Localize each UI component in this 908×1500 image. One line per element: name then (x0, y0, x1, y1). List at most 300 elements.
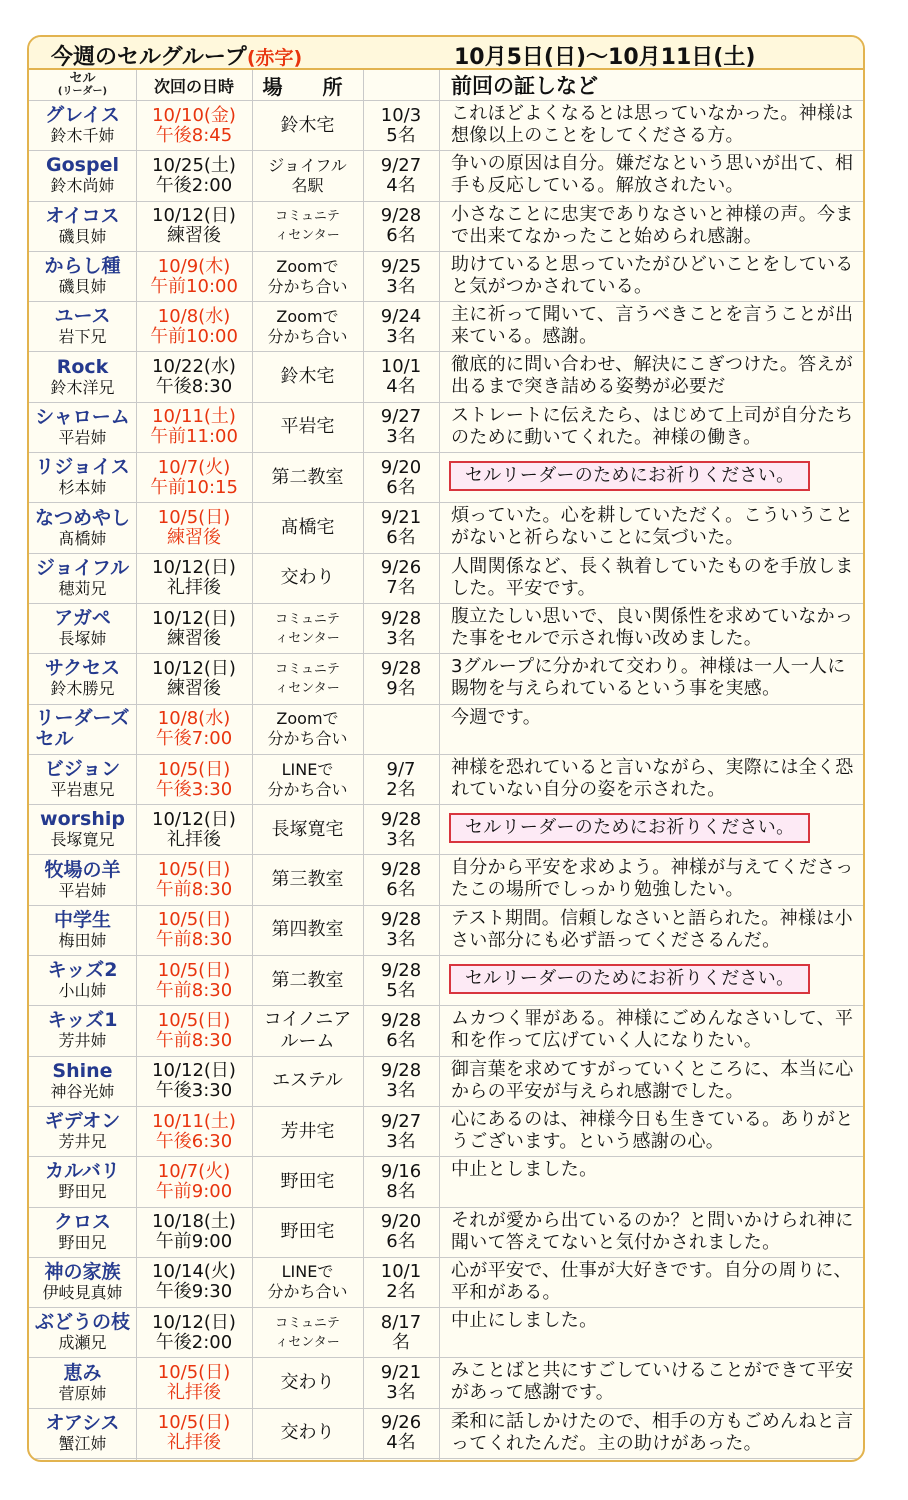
next-meeting-cell (136, 1006, 252, 1055)
next-meeting-cell (136, 1308, 252, 1357)
date-range: 10月5日(日)〜10月11日(土) (454, 45, 756, 70)
next-meeting-cell (136, 805, 252, 854)
group-leader: 磯貝姉 (58, 226, 107, 246)
table-row (29, 906, 863, 956)
next-meeting-date: 10/22(水) (152, 356, 236, 378)
title-red-note: (赤字) (246, 47, 303, 69)
group-cell (29, 1358, 136, 1407)
group-leader: 平岩姉 (58, 880, 107, 900)
next-meeting-date: 10/5(日) (157, 507, 231, 529)
next-meeting-cell (136, 755, 252, 804)
title-text: 今週のセルグループ (51, 45, 247, 70)
group-leader: 長塚姉 (58, 629, 107, 649)
place-cell (252, 554, 363, 603)
place-cell (252, 1006, 363, 1055)
meeting-place: 芳井宅 (280, 1120, 335, 1142)
next-meeting-time: 午後7:00 (155, 728, 233, 750)
meeting-place: 第四教室 (271, 919, 344, 941)
last-meeting-date: 10/1 (380, 356, 422, 378)
group-cell (29, 1258, 136, 1307)
group-leader: 平岩恵兄 (50, 780, 115, 799)
table-row (29, 403, 863, 453)
meeting-place: 交わり (280, 567, 335, 589)
attendance-cell (363, 352, 439, 401)
group-cell (29, 1308, 136, 1357)
next-meeting-cell (136, 654, 252, 703)
place-cell (252, 805, 363, 854)
last-meeting-date: 10/1 (380, 1261, 422, 1283)
next-meeting-cell (136, 101, 252, 150)
attendance-cell (363, 805, 439, 854)
testimony-cell (439, 302, 863, 351)
testimony-cell (439, 855, 863, 904)
next-meeting-cell (136, 705, 252, 754)
meeting-place: 交わり (280, 1372, 335, 1394)
group-cell (29, 554, 136, 603)
meeting-place: 第二教室 (271, 969, 344, 991)
next-meeting-time: 午前10:15 (150, 476, 238, 498)
table-row (29, 1258, 863, 1308)
table-row (29, 1358, 863, 1408)
next-meeting-date: 10/5(日) (157, 1412, 231, 1434)
meeting-place: 野田宅 (280, 1221, 335, 1243)
group-leader: 野田兄 (58, 1182, 107, 1202)
next-meeting-cell (136, 956, 252, 1005)
group-cell (29, 453, 136, 502)
group-name: ビジョン (44, 758, 121, 780)
table-row (29, 1006, 863, 1056)
attendance-cell (363, 956, 439, 1005)
next-meeting-cell (136, 855, 252, 904)
group-cell (29, 252, 136, 301)
meeting-place: Zoomで 分かち合い (267, 306, 348, 346)
table-row (29, 101, 863, 151)
last-attendance: 5名 (386, 124, 416, 146)
group-name: 中学生 (53, 908, 111, 931)
header-testimony: 前回の証しなど (451, 74, 598, 98)
last-attendance: 9名 (386, 677, 416, 699)
last-attendance: 3名 (386, 828, 416, 850)
last-attendance: 6名 (386, 527, 416, 549)
next-meeting-date: 10/25(土) (152, 154, 236, 176)
group-name: オアシス (45, 1411, 120, 1434)
testimony-cell (439, 1107, 863, 1156)
place-cell (252, 101, 363, 150)
testimony-text: 自分から平安を求めよう。神様が与えてくださったこの場所でしっかり勉強したい。 (451, 857, 854, 901)
last-meeting-date: 8/17 (380, 1311, 422, 1333)
group-name: キッズ1 (47, 1009, 118, 1032)
last-meeting-date: 10/3 (380, 104, 422, 126)
table-row (29, 1107, 863, 1157)
testimony-cell (439, 1006, 863, 1055)
attendance-cell (363, 151, 439, 200)
next-meeting-cell (136, 1107, 252, 1156)
testimony-cell (439, 1057, 863, 1106)
testimony-cell (439, 252, 863, 301)
next-meeting-date: 10/5(日) (157, 1009, 231, 1031)
last-attendance: 2名 (386, 778, 416, 800)
meeting-place: コミュニテ ィセンター (275, 1315, 340, 1350)
meeting-place: 第三教室 (271, 869, 344, 891)
table-row (29, 1308, 863, 1358)
testimony-cell (439, 453, 863, 502)
next-meeting-cell (136, 1157, 252, 1206)
next-meeting-cell (136, 1358, 252, 1407)
next-meeting-date: 10/12(日) (152, 1060, 236, 1082)
last-attendance: 3名 (386, 627, 416, 649)
testimony-cell (439, 403, 863, 452)
attendance-cell (363, 1409, 439, 1458)
group-leader: 蟹江姉 (58, 1433, 107, 1453)
next-meeting-cell (136, 1057, 252, 1106)
attendance-cell (363, 1258, 439, 1307)
table-row (29, 1208, 863, 1258)
table-row (29, 252, 863, 302)
next-meeting-date: 10/5(日) (157, 909, 231, 931)
group-leader: 鈴木洋兄 (50, 377, 115, 397)
meeting-place: Zoomで 分かち合い (267, 256, 348, 296)
next-meeting-cell (136, 151, 252, 200)
place-cell (252, 906, 363, 955)
last-meeting-date: 9/20 (380, 1211, 422, 1233)
header-cell (29, 70, 136, 100)
testimony-text: みことばと共にすごしていけることができて平安があって感謝です。 (451, 1360, 854, 1404)
group-cell (29, 855, 136, 904)
next-meeting-date: 10/11(土) (152, 1110, 236, 1132)
last-attendance: 3名 (386, 1080, 416, 1102)
place-cell (252, 1057, 363, 1106)
group-leader: 岩下兄 (58, 327, 107, 347)
group-name: アガペ (54, 607, 111, 630)
next-meeting-date: 10/5(日) (157, 1362, 231, 1384)
group-leader: 菅原姉 (58, 1383, 107, 1403)
group-cell (29, 604, 136, 653)
testimony-cell (439, 654, 863, 703)
table-row (29, 554, 863, 604)
testimony-text: 争いの原因は自分。嫌だなという思いが出て、相手も反応している。解放されたい。 (451, 153, 854, 197)
next-meeting-date: 10/14(火) (152, 1261, 236, 1283)
attendance-cell (363, 453, 439, 502)
meeting-place: コミュニテ ィセンター (275, 209, 340, 244)
group-leader: 伊岐見真姉 (42, 1282, 123, 1302)
testimony-text: 腹立たしい思いで、良い関係性を求めていなかった事をセルで示され悔い改めました。 (451, 605, 854, 649)
group-leader: 磯貝姉 (58, 277, 107, 297)
attendance-cell (363, 101, 439, 150)
next-meeting-date: 10/12(日) (152, 657, 236, 679)
group-cell (29, 705, 136, 754)
meeting-place: ジョイフル 名駅 (268, 155, 347, 195)
next-meeting-date: 10/5(日) (157, 859, 231, 881)
testimony-cell (439, 503, 863, 552)
table-row (29, 302, 863, 352)
last-meeting-date: 9/28 (380, 1060, 422, 1082)
next-meeting-time: 午前9:00 (155, 1231, 233, 1253)
place-cell (252, 855, 363, 904)
testimony-cell (439, 1157, 863, 1206)
testimony-text: 主に祈って聞いて、言うべきことを言うことが出来ている。感謝。 (451, 304, 854, 348)
last-attendance: 3名 (386, 1382, 416, 1404)
next-meeting-date: 10/7(火) (157, 1160, 231, 1182)
group-leader: 穂苅兄 (58, 578, 107, 598)
last-attendance: 8名 (386, 1180, 416, 1202)
table-row (29, 202, 863, 252)
next-meeting-time: 練習後 (167, 527, 221, 549)
last-meeting-date: 9/25 (380, 255, 422, 277)
group-name: Gospel (46, 154, 119, 177)
testimony-cell (439, 1409, 863, 1458)
testimony-text: ストレートに伝えたら、はじめて上司が自分たちのために動いてくれた。神様の働き。 (451, 404, 854, 448)
meeting-place: コミュニテ ィセンター (275, 661, 340, 696)
last-meeting-date: 9/7 (386, 758, 416, 780)
last-meeting-date: 9/21 (380, 1362, 422, 1384)
next-meeting-time: 午後3:30 (155, 1080, 233, 1102)
next-meeting-date: 10/18(土) (152, 1211, 236, 1233)
group-cell (29, 202, 136, 251)
last-attendance: 3名 (386, 929, 416, 951)
header-row (29, 70, 863, 101)
table-row (29, 705, 863, 755)
last-meeting-date: 9/16 (380, 1160, 422, 1182)
group-cell (29, 805, 136, 854)
group-name: クロス (53, 1210, 111, 1233)
title-row (29, 37, 863, 70)
testimony-cell (439, 705, 863, 754)
place-cell (252, 352, 363, 401)
meeting-place: 野田宅 (280, 1170, 335, 1192)
header-next-date: 次回の日時 (153, 76, 234, 96)
group-leader: 鈴木勝兄 (50, 679, 115, 699)
place-cell (252, 755, 363, 804)
group-cell (29, 1057, 136, 1106)
next-meeting-time: 練習後 (167, 627, 221, 649)
last-attendance: 6名 (386, 879, 416, 901)
next-meeting-time: 練習後 (167, 677, 221, 699)
attendance-cell (363, 554, 439, 603)
group-cell (29, 403, 136, 452)
attendance-cell (363, 705, 439, 754)
next-meeting-cell (136, 604, 252, 653)
attendance-cell (363, 654, 439, 703)
testimony-text: 心にあるのは、神様今日も生きている。ありがとうございます。という感謝の心。 (451, 1108, 854, 1152)
group-cell (29, 1208, 136, 1257)
table-row (29, 1157, 863, 1207)
group-name: オイコス (45, 204, 120, 227)
next-meeting-time: 午前8:30 (155, 879, 233, 901)
next-meeting-time: 午後3:30 (155, 778, 233, 800)
header-leader-label: (リーダー) (57, 86, 108, 97)
meeting-place: 平岩宅 (280, 416, 335, 438)
place-cell (252, 151, 363, 200)
table-row (29, 1409, 863, 1459)
next-meeting-time: 午後6:30 (155, 1130, 233, 1152)
next-meeting-date: 10/12(日) (152, 557, 236, 579)
group-leader: 髙橋姉 (58, 528, 107, 548)
group-name: Shine (52, 1059, 113, 1082)
meeting-place: コイノニア ルーム (263, 1008, 352, 1052)
next-meeting-cell (136, 302, 252, 351)
attendance-cell (363, 503, 439, 552)
group-name: リジョイス (35, 456, 130, 479)
attendance-cell (363, 302, 439, 351)
next-meeting-date: 10/5(日) (157, 758, 231, 780)
testimony-cell (439, 755, 863, 804)
place-cell (252, 302, 363, 351)
last-attendance: 3名 (386, 275, 416, 297)
next-meeting-cell (136, 403, 252, 452)
group-leader: 小山姉 (58, 981, 107, 1001)
place-cell (252, 1208, 363, 1257)
next-meeting-cell (136, 906, 252, 955)
last-attendance: 名 (392, 1331, 410, 1353)
table-row (29, 805, 863, 855)
attendance-cell (363, 1208, 439, 1257)
place-cell (252, 604, 363, 653)
testimony-text: 小さなことに忠実でありなさいと神様の声。今まで出来てなかったこと始められ感謝。 (451, 203, 854, 247)
last-attendance: 6名 (386, 476, 416, 498)
testimony-text: これほどよくなるとは思っていなかった。神様は想像以上のことをしてくださる方。 (451, 103, 854, 146)
testimony-cell (439, 956, 863, 1005)
next-meeting-cell (136, 554, 252, 603)
group-name: ギデオン (44, 1110, 121, 1133)
next-meeting-cell (136, 252, 252, 301)
attendance-cell (363, 755, 439, 804)
meeting-place: LINEで 分かち合い (267, 1262, 348, 1302)
group-name: シャローム (35, 405, 130, 428)
group-cell (29, 302, 136, 351)
next-meeting-cell (136, 1208, 252, 1257)
meeting-place: 交わり (280, 1422, 335, 1444)
next-meeting-time: 練習後 (167, 225, 221, 247)
place-cell (252, 654, 363, 703)
last-meeting-date: 9/20 (380, 456, 422, 478)
group-name: からし種 (44, 255, 121, 278)
last-attendance: 4名 (386, 376, 416, 398)
group-cell (29, 755, 136, 804)
testimony-text: 今週です。 (451, 706, 542, 728)
meeting-place: コミュニテ ィセンター (275, 611, 340, 646)
place-cell (252, 1107, 363, 1156)
next-meeting-cell (136, 352, 252, 401)
testimony-cell (439, 554, 863, 603)
next-meeting-time: 午前8:30 (155, 929, 233, 951)
page-title (51, 40, 302, 71)
attendance-cell (363, 252, 439, 301)
meeting-place: 長塚寛宅 (271, 818, 344, 840)
testimony-text: 柔和に話しかけたので、相手の方もごめんねと言ってくれたんだ。主の助けがあった。 (451, 1410, 854, 1454)
next-meeting-time: 礼拝後 (167, 577, 221, 599)
meeting-place: LINEで 分かち合い (267, 759, 348, 799)
group-cell (29, 101, 136, 150)
group-name: worship (40, 808, 125, 831)
meeting-place: 第二教室 (271, 466, 344, 488)
group-name: カルバリ (45, 1160, 120, 1183)
attendance-cell (363, 855, 439, 904)
testimony-text: 助けていると思っていたがひどいことをしていると気がつかされている。 (451, 253, 854, 297)
group-leader: 神谷光姉 (50, 1081, 115, 1101)
group-cell (29, 352, 136, 401)
group-name: リーダーズ セル (35, 707, 130, 751)
group-cell (29, 1409, 136, 1458)
group-leader: 芳井姉 (58, 1031, 107, 1051)
attendance-cell (363, 1107, 439, 1156)
attendance-cell (363, 1358, 439, 1407)
table-row (29, 1057, 863, 1107)
last-attendance: 3名 (386, 1130, 416, 1152)
next-meeting-cell (136, 453, 252, 502)
group-cell (29, 1157, 136, 1206)
next-meeting-time: 礼拝後 (167, 1432, 221, 1454)
next-meeting-date: 10/7(火) (157, 456, 231, 478)
group-name: 恵み (63, 1361, 102, 1384)
next-meeting-date: 10/5(日) (157, 959, 231, 981)
next-meeting-time: 午前10:00 (150, 275, 238, 297)
last-meeting-date: 9/21 (380, 507, 422, 529)
last-meeting-date: 9/26 (380, 1412, 422, 1434)
next-meeting-date: 10/12(日) (152, 607, 236, 629)
testimony-cell (439, 1208, 863, 1257)
group-name: ジョイフル (35, 556, 130, 579)
testimony-cell (439, 101, 863, 150)
attendance-cell (363, 1157, 439, 1206)
last-meeting-date: 9/27 (380, 1110, 422, 1132)
testimony-text: 御言葉を求めてすがっていくところに、本当に心からの平安が与えられ感謝でした。 (451, 1058, 854, 1102)
testimony-cell (439, 1258, 863, 1307)
place-cell (252, 705, 363, 754)
table-row (29, 755, 863, 805)
place-cell (252, 1157, 363, 1206)
group-name: 神の家族 (44, 1260, 121, 1283)
next-meeting-time: 午前10:00 (150, 325, 238, 347)
attendance-cell (363, 1006, 439, 1055)
group-name: なつめやし (34, 506, 130, 529)
prayer-request-box: セルリーダーのためにお祈りください。 (449, 964, 810, 994)
last-meeting-date: 9/28 (380, 1009, 422, 1031)
group-cell (29, 1107, 136, 1156)
last-meeting-date: 9/28 (380, 959, 422, 981)
last-meeting-date: 9/27 (380, 406, 422, 428)
group-cell (29, 956, 136, 1005)
next-meeting-cell (136, 1409, 252, 1458)
next-meeting-time: 午前8:30 (155, 1029, 233, 1051)
next-meeting-date: 10/11(土) (152, 406, 236, 428)
attendance-cell (363, 906, 439, 955)
last-attendance: 7名 (386, 577, 416, 599)
place-cell (252, 453, 363, 502)
last-meeting-date: 9/28 (380, 607, 422, 629)
next-meeting-time: 午前8:30 (155, 979, 233, 1001)
meeting-place: 鈴木宅 (280, 366, 335, 388)
attendance-cell (363, 403, 439, 452)
place-cell (252, 956, 363, 1005)
group-cell (29, 654, 136, 703)
last-attendance: 4名 (386, 1432, 416, 1454)
group-name: 牧場の羊 (44, 858, 121, 881)
last-attendance: 2名 (386, 1281, 416, 1303)
next-meeting-date: 10/8(水) (157, 305, 231, 327)
testimony-cell (439, 352, 863, 401)
place-cell (252, 503, 363, 552)
place-cell (252, 1358, 363, 1407)
next-meeting-time: 午後8:30 (155, 376, 233, 398)
testimony-text: 徹底的に問い合わせ、解決にこぎつけた。答えが出るまで突き詰める姿勢が必要だ (451, 354, 854, 398)
table-row (29, 453, 863, 503)
last-meeting-date: 9/28 (380, 808, 422, 830)
testimony-text: 中止としました。 (451, 1159, 598, 1181)
table-row (29, 654, 863, 704)
attendance-cell (363, 202, 439, 251)
testimony-cell (439, 202, 863, 251)
group-leader: 鈴木千姉 (50, 126, 115, 146)
